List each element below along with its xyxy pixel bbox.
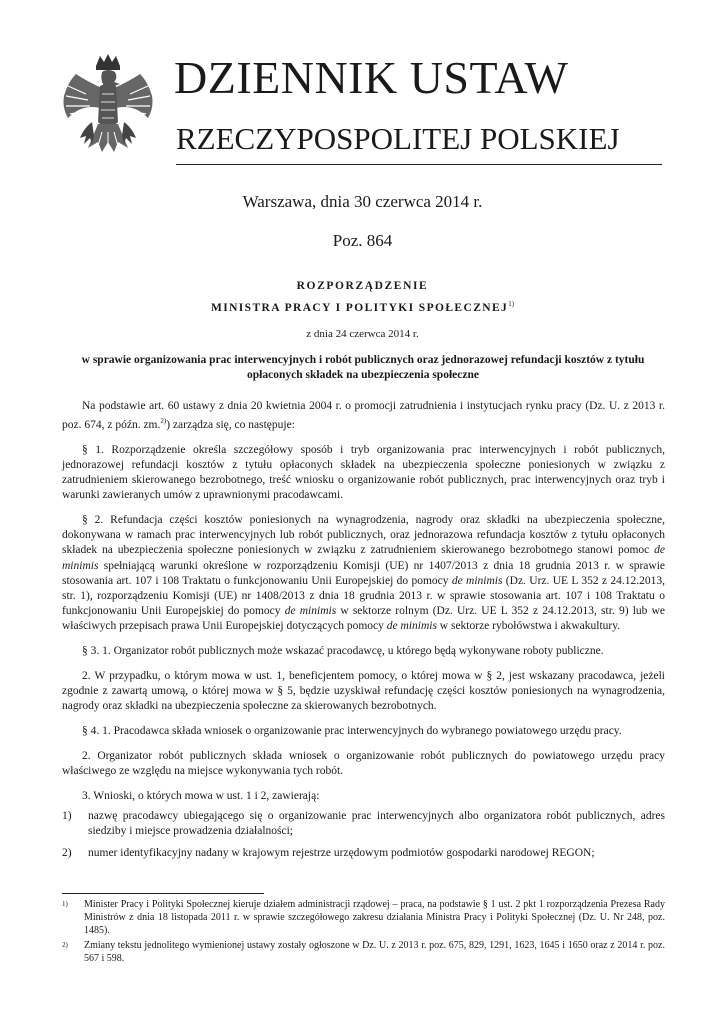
act-issuer [0, 297, 725, 315]
list-item [62, 846, 665, 861]
paragraph-4-1: § 4. 1. Pracodawca składa wniosek o organizowanie prac interwencyjnych do wybranego powiatowego urzędu pracy. [82, 724, 622, 737]
footnote-ref-1: 1) [508, 300, 515, 308]
par2-italic-3: de minimis [284, 605, 337, 618]
preamble [62, 399, 665, 433]
footnotes [62, 898, 665, 967]
par2-text-a: § 2. Refundacja części kosztów poniesionych na wynagrodzenia, nagrody oraz składki na ubezpieczenia społeczne, dokonywana w ramach prac interwencyjnych lub robót publicznych, oraz jednorazowa refundacja kosztów z tytułu opłaconych składek na ubezpieczenia społeczne poniesionych w związku z zatrudnieniem skierowanego bezrobotnego stanowi pomoc [62, 514, 665, 557]
footnote-mark: 1) [62, 900, 68, 908]
act-date: z dnia 24 czerwca 2014 r. [306, 328, 419, 340]
issue-date: Warszawa, dnia 30 czerwca 2014 r. [242, 192, 483, 211]
footnote-text: Minister Pracy i Polityki Społecznej kieruje działem administracji rządowej – praca, na podstawie § 1 ust. 2 pkt 1 rozporządzenia Prezesa Rady Ministrów z dnia 18 listopada 2011 r. w sprawie szczegółowego zakresu działania Ministra Pracy i Polityki Społecznej (Dz. U. Nr 248, poz. 1485). [84, 899, 665, 936]
par2-italic-1: de minimis [62, 544, 665, 572]
preamble-text-end: ) zarządza się, co następuje: [166, 419, 295, 432]
footnote-text: Zmiany tekstu jednolitego wymienionej ustawy zostały ogłoszone w Dz. U. z 2013 r. poz. 675, 829, 1291, 1623, 1645 i 1650 oraz z 2014 r. poz. 567 i 598. [84, 940, 665, 964]
par2-italic-4: de minimis [386, 620, 437, 633]
footnote [62, 939, 665, 965]
header-divider [176, 164, 662, 165]
paragraph-2 [62, 513, 665, 635]
par2-text-e: w sektorze rybołówstwa i akwakultury. [436, 620, 621, 633]
list-item [62, 809, 665, 839]
journal-title: DZIENNIK USTAW [174, 52, 569, 103]
par2-italic-2: de minimis [451, 574, 503, 587]
list-item-number: 2) [62, 847, 72, 860]
par2-text-d: w sektorze rolnym (Dz. Urz. UE L 352 z 24.12.2013, str. 9) lub we właściwych przepisach prawa Unii Europejskiej dotyczących pomocy [62, 605, 665, 633]
footnote-divider [62, 893, 264, 894]
paragraph-3-2: 2. W przypadku, o którym mowa w ust. 1, beneficjentem pomocy, o której mowa w § 2, jest wskazany pracodawca, jeżeli zgodnie z zawartą umową, o której mowa w § 5, będzie uzyskiwał refundację części kosztów poniesionych na wynagrodzenia, nagrody oraz składki na ubezpieczenia społeczne za skierowanych bezrobotnych. [62, 669, 665, 713]
footnote-mark: 2) [62, 941, 68, 949]
act-issuer-text: MINISTRA PRACY I POLITYKI SPOŁECZNEJ [210, 301, 509, 314]
paragraph-4-2: 2. Organizator robót publicznych składa wniosek o organizowanie robót publicznych do powiatowego urzędu pracy właściwego ze względu na miejsce wykonywania tych robót. [62, 749, 665, 777]
journal-subtitle: RZECZYPOSPOLITEJ POLSKIEJ [176, 121, 620, 156]
document-body [62, 399, 665, 868]
footnote [62, 898, 665, 937]
list-item-text: numer identyfikacyjny nadany w krajowym rejestrze urzędowym podmiotów gospodarki narodowej REGON; [88, 847, 595, 860]
footnote-ref-2: 2) [160, 417, 167, 426]
paragraph-1: § 1. Rozporządzenie określa szczegółowy sposób i tryb organizowania prac interwencyjnych i robót publicznych, jednorazowej refundacji kosztów z tytułu opłaconych składek na ubezpieczenia społeczne poniesionych w związku z zatrudnieniem skierowanego bezrobotnego, treść wniosku o organizowanie robót publicznych, prac interwencyjnych oraz tryb i warunki zawieranych umów z uprawnionymi pracodawcami. [62, 443, 665, 502]
act-type: ROZPORZĄDZENIE [296, 280, 429, 292]
polish-eagle-emblem-icon [58, 52, 158, 164]
list-item-number: 1) [62, 809, 72, 822]
act-subject: w sprawie organizowania prac interwencyjnych i robót publicznych oraz jednorazowej refundacji kosztów z tytułu opłaconych składek na ubezpieczenia społeczne [81, 354, 645, 381]
paragraph-4-3: 3. Wnioski, o których mowa w ust. 1 i 2, zawierają: [82, 789, 320, 802]
par2-text-b: spełniającą warunki określone w rozporządzeniu Komisji (UE) nr 1407/2013 z dnia 18 grudnia 2013 r. w sprawie stosowania art. 107 i 108 Traktatu o funkcjonowaniu Unii Europejskiej do pomocy [62, 559, 665, 587]
position-number: Poz. 864 [332, 231, 393, 250]
list-item-text: nazwę pracodawcy ubiegającego się o organizowanie prac interwencyjnych albo organizatora robót publicznych, adres siedziby i miejsce prowadzenia działalności; [88, 809, 665, 837]
preamble-text: Na podstawie art. 60 ustawy z dnia 20 kwietnia 2004 r. o promocji zatrudnienia i instytucjach rynku pracy (Dz. U. z 2013 r. poz. 674, z późn. zm. [62, 400, 665, 432]
paragraph-3-1: § 3. 1. Organizator robót publicznych może wskazać pracodawcę, u którego będą wykonywane roboty publiczne. [82, 645, 604, 658]
par2-text-c: (Dz. Urz. UE L 352 z 24.12.2013, str. 1), rozporządzeniu Komisji (UE) nr 1408/2013 z dnia 18 grudnia 2013 r. w sprawie stosowania art. 107 i 108 Traktatu o funkcjonowaniu Unii Europejskiej do pomocy [62, 574, 665, 618]
